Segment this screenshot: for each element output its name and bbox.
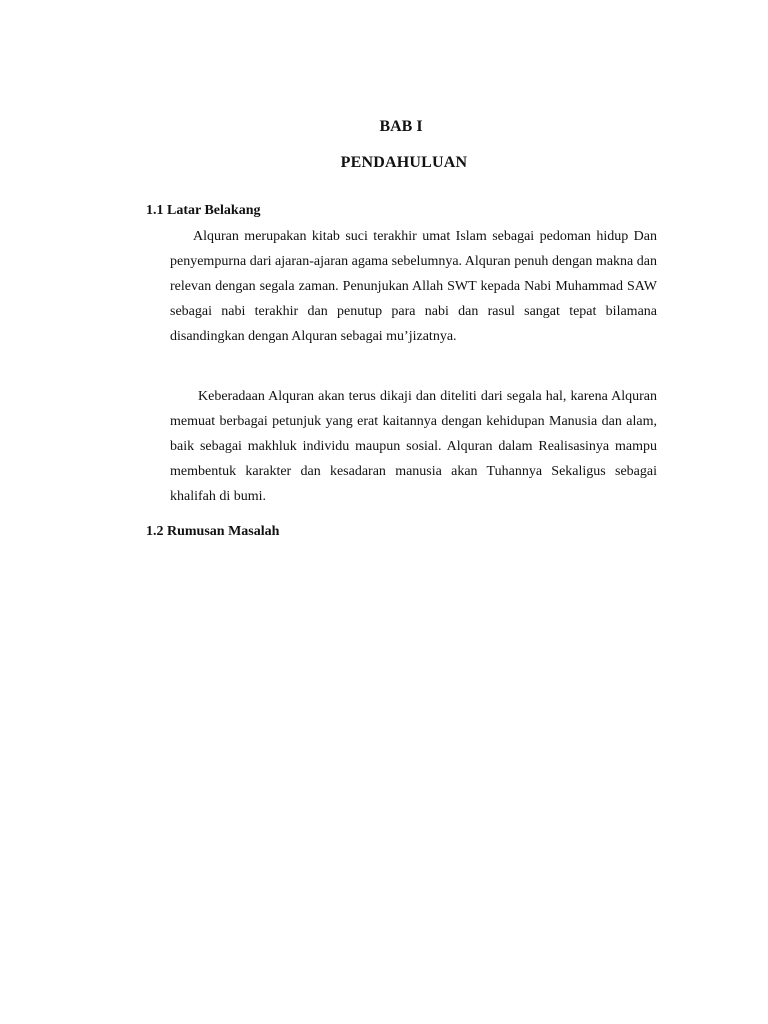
paragraph: Keberadaan Alquran akan terus dikaji dan diteliti dari segala hal, karena Alquran memuat berbagai petunjuk yang erat kaitannya dengan kehidupan Manusia dan alam, baik sebagai makhluk individu maupun sosial. Alquran dalam Realisasinya mampu membentuk karakter dan kesadaran manusia akan Tuhannya Sekaligus sebagai khalifah di bumi. (170, 389, 657, 504)
section-heading-latar-belakang: 1.1 Latar Belakang (146, 203, 261, 218)
chapter-title: PENDAHULUAN (340, 154, 468, 171)
section-heading-rumusan-masalah: 1.2 Rumusan Masalah (146, 524, 280, 539)
paragraph: Alquran merupakan kitab suci terakhir umat Islam sebagai pedoman hidup Dan penyempurna dari ajaran-ajaran agama sebelumnya. Alquran penuh dengan makna dan relevan dengan segala zaman. Penunjukan Allah SWT kepada Nabi Muhammad SAW sebagai nabi terakhir dan penutup para nabi dan rasul sangat tepat bilamana disandingkan dengan Alquran sebagai mu’jizatnya. (170, 229, 657, 344)
chapter-number: BAB I (379, 118, 423, 135)
